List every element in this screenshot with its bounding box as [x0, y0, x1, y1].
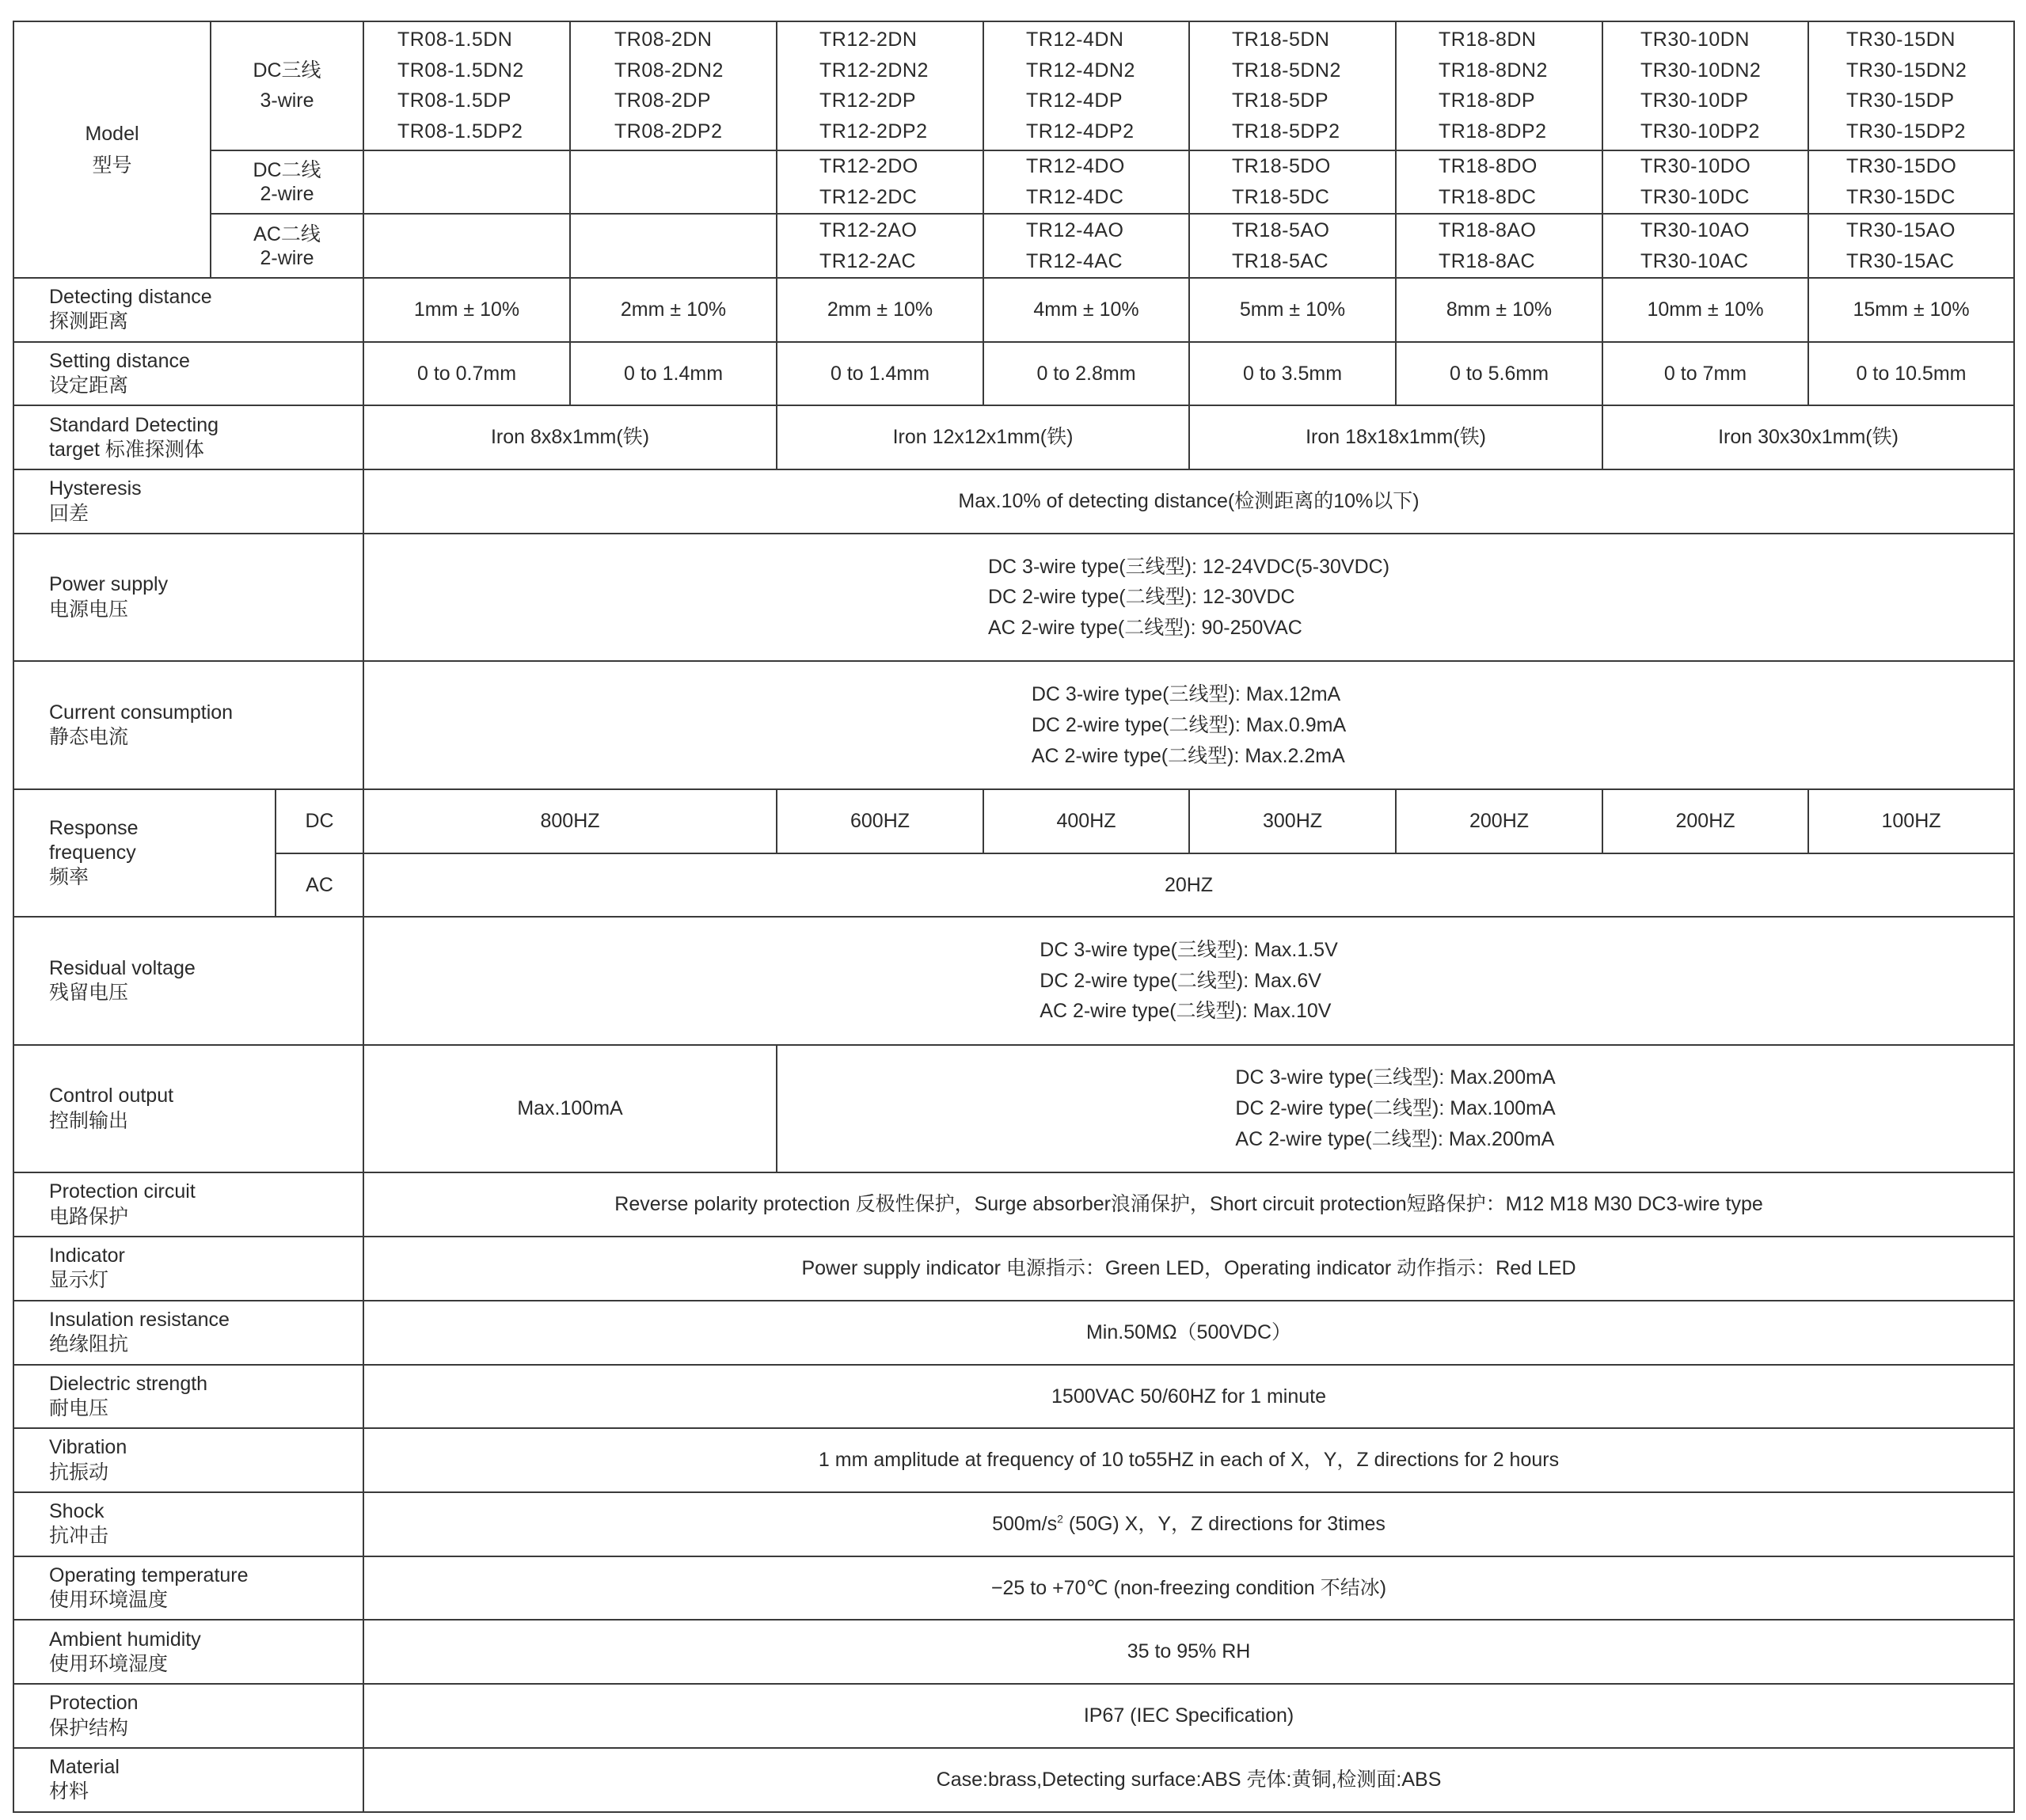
- control-output-label: [13, 1045, 363, 1172]
- model-code: TR12-4DP: [1026, 89, 1123, 112]
- protection-circuit-value: Reverse polarity protection 反极性保护，Surge absorber浪涌保护，Short circuit protection短路保护：M12 M18 M30 DC3-wire type: [363, 1172, 2014, 1237]
- model-code: TR12-4DP2: [1026, 120, 1135, 142]
- model-code: TR12-2DN2: [819, 59, 929, 82]
- dc2-model-cell: [1602, 150, 1808, 215]
- ac2-wire-label-cell: [211, 214, 363, 278]
- label-en: frequency: [49, 841, 136, 864]
- setting-distance-value: 0 to 7mm: [1602, 342, 1808, 406]
- model-code: TR30-10DN: [1640, 28, 1750, 51]
- detecting-distance-value: 2mm ± 10%: [570, 278, 777, 342]
- model-code: TR08-1.5DP2: [397, 120, 523, 142]
- spec-line: AC 2-wire type(二线型): 90-250VAC: [987, 617, 1302, 640]
- model-code: TR18-8DP: [1439, 89, 1536, 112]
- model-code: TR12-4DN: [1026, 28, 1124, 51]
- current-consumption-label: [13, 661, 363, 788]
- model-code: TR08-2DP: [614, 89, 712, 112]
- spec-line: AC 2-wire type(二线型): Max.2.2mA: [1031, 744, 1345, 767]
- response-frequency-dc-value: 600HZ: [777, 789, 983, 853]
- label-cn: 回差: [49, 502, 89, 525]
- response-frequency-label: [13, 789, 276, 917]
- ambient-humidity-value: 35 to 95% RH: [363, 1620, 2014, 1684]
- label-en: Material: [49, 1756, 120, 1779]
- model-code: TR30-15DO: [1846, 155, 1957, 178]
- model-code: TR12-2DP: [819, 89, 917, 112]
- spec-table: [13, 21, 2015, 1813]
- response-frequency-dc-label: DC: [276, 789, 363, 853]
- shock-value: [363, 1492, 2014, 1556]
- model-row-ac2-wire: [13, 214, 2014, 278]
- label-cn: 探测距离: [49, 310, 129, 333]
- material-row: [13, 1748, 2014, 1812]
- power-supply-label: [13, 534, 363, 661]
- ac2-model-cell: [1396, 214, 1602, 278]
- protection-circuit-label: [13, 1172, 363, 1237]
- control-output-first-value: Max.100mA: [363, 1045, 777, 1172]
- label-cn: 电源电压: [49, 598, 129, 621]
- model-code: TR18-8AC: [1439, 249, 1536, 272]
- label-en: Current consumption: [49, 701, 234, 724]
- dc3-model-cell: [1602, 21, 1808, 150]
- label-en: Operating temperature: [49, 1564, 249, 1586]
- model-code: TR30-10AC: [1640, 249, 1749, 272]
- label-en: Setting distance: [49, 349, 190, 372]
- detecting-distance-value: 4mm ± 10%: [983, 278, 1189, 342]
- dc3-wire-label-en: 3-wire: [260, 89, 314, 112]
- label-line2: target 标准探测体: [49, 438, 204, 461]
- dc2-wire-label-cn: DC二线: [253, 158, 321, 181]
- detecting-distance-label: [13, 278, 363, 342]
- standard-target-value: Iron 8x8x1mm(铁): [363, 405, 777, 469]
- detecting-distance-value: 1mm ± 10%: [363, 278, 570, 342]
- label-en: Power supply: [49, 573, 169, 596]
- dc3-wire-label-cn: DC三线: [253, 59, 321, 82]
- response-frequency-dc-row: [13, 789, 2014, 853]
- label-en: Protection circuit: [49, 1180, 196, 1203]
- material-label: [13, 1748, 363, 1812]
- label-cn: 抗冲击: [49, 1525, 109, 1548]
- ac2-model-cell: [1602, 214, 1808, 278]
- spec-line: DC 2-wire type(二线型): 12-30VDC: [987, 586, 1295, 609]
- model-label-cn: 型号: [92, 154, 132, 177]
- dc3-model-cell: [1396, 21, 1602, 150]
- protection-circuit-row: [13, 1172, 2014, 1237]
- empty-model-cell: [363, 150, 570, 215]
- shock-value-main: 500m/s: [992, 1512, 1058, 1535]
- model-code: TR18-5DP: [1232, 89, 1329, 112]
- label-cn: 残留电压: [49, 982, 129, 1005]
- model-code: TR08-1.5DN2: [397, 59, 524, 82]
- hysteresis-value: Max.10% of detecting distance(检测距离的10%以下): [363, 469, 2014, 534]
- model-code: TR18-8AO: [1439, 218, 1537, 241]
- setting-distance-value: 0 to 3.5mm: [1189, 342, 1396, 406]
- label-en: Indicator: [49, 1244, 125, 1267]
- dc2-model-cell: [983, 150, 1189, 215]
- setting-distance-label: [13, 342, 363, 406]
- spec-line: DC 2-wire type(二线型): Max.0.9mA: [1031, 713, 1347, 736]
- dc2-model-cell: [1808, 150, 2014, 215]
- label-en: Standard Detecting: [49, 413, 219, 436]
- label-en: Protection: [49, 1692, 139, 1715]
- operating-temperature-label: [13, 1556, 363, 1621]
- model-code: TR12-4AO: [1026, 218, 1124, 241]
- label-en: Detecting distance: [49, 286, 212, 309]
- protection-label: [13, 1684, 363, 1748]
- label-cn: 保护结构: [49, 1716, 129, 1739]
- model-code: TR30-15DC: [1846, 185, 1956, 208]
- insulation-row: [13, 1301, 2014, 1365]
- model-code: TR18-8DC: [1439, 185, 1537, 208]
- model-code: TR30-10DO: [1640, 155, 1751, 178]
- vibration-label: [13, 1428, 363, 1492]
- standard-target-value: Iron 30x30x1mm(铁): [1602, 405, 2014, 469]
- response-frequency-dc-value: 300HZ: [1189, 789, 1396, 853]
- label-cn: 显示灯: [49, 1269, 109, 1292]
- control-output-row: [13, 1045, 2014, 1172]
- model-code: TR12-2AO: [819, 218, 918, 241]
- power-supply-value: [363, 534, 2014, 661]
- hysteresis-label: [13, 469, 363, 534]
- model-code: TR08-1.5DP: [397, 89, 511, 112]
- dielectric-row: [13, 1365, 2014, 1429]
- label-en: Control output: [49, 1085, 174, 1108]
- insulation-label: [13, 1301, 363, 1365]
- indicator-row: [13, 1237, 2014, 1301]
- power-supply-row: [13, 534, 2014, 661]
- model-code: TR18-8DO: [1439, 155, 1538, 178]
- model-code: TR30-15AC: [1846, 249, 1955, 272]
- model-code: TR12-4DC: [1026, 185, 1124, 208]
- shock-label: [13, 1492, 363, 1556]
- setting-distance-value: 0 to 10.5mm: [1808, 342, 2014, 406]
- control-output-value: [777, 1045, 2014, 1172]
- model-code: TR12-4DO: [1026, 155, 1125, 178]
- dc2-model-cell: [1189, 150, 1396, 215]
- setting-distance-value: 0 to 0.7mm: [363, 342, 570, 406]
- model-code: TR18-5DN2: [1232, 59, 1341, 82]
- model-code: TR08-2DP2: [614, 120, 723, 142]
- residual-voltage-value: [363, 917, 2014, 1044]
- model-code: TR30-15AO: [1846, 218, 1956, 241]
- material-value: Case:brass,Detecting surface:ABS 壳体:黄铜,检测面:ABS: [363, 1748, 2014, 1812]
- indicator-value: Power supply indicator 电源指示：Green LED，Operating indicator 动作指示：Red LED: [363, 1237, 2014, 1301]
- indicator-label: [13, 1237, 363, 1301]
- ambient-humidity-label: [13, 1620, 363, 1684]
- current-consumption-row: [13, 661, 2014, 788]
- label-cn: 静态电流: [49, 726, 129, 749]
- model-code: TR12-2DP2: [819, 120, 928, 142]
- label-cn: 设定距离: [49, 374, 129, 397]
- dc2-model-cell: [1396, 150, 1602, 215]
- dielectric-label: [13, 1365, 363, 1429]
- label-cn: 抗振动: [49, 1461, 109, 1484]
- label-cn: 材料: [49, 1780, 89, 1803]
- model-code: TR30-10DN2: [1640, 59, 1762, 82]
- setting-distance-row: [13, 342, 2014, 406]
- model-row-dc2-wire: [13, 150, 2014, 215]
- standard-target-value: Iron 12x12x1mm(铁): [777, 405, 1189, 469]
- ac2-model-cell: [983, 214, 1189, 278]
- ac2-model-cell: [777, 214, 983, 278]
- detecting-distance-value: 8mm ± 10%: [1396, 278, 1602, 342]
- insulation-value: Min.50MΩ（500VDC）: [363, 1301, 2014, 1365]
- ac2-model-cell: [1189, 214, 1396, 278]
- detecting-distance-row: [13, 278, 2014, 342]
- ac2-model-cell: [1808, 214, 2014, 278]
- model-code: TR12-2DO: [819, 155, 918, 178]
- dc3-model-cell: [363, 21, 570, 150]
- dc3-model-cell: [983, 21, 1189, 150]
- model-code: TR30-10DC: [1640, 185, 1750, 208]
- standard-target-value: Iron 18x18x1mm(铁): [1189, 405, 1602, 469]
- detecting-distance-value: 10mm ± 10%: [1602, 278, 1808, 342]
- spec-line: DC 3-wire type(三线型): Max.200mA: [1235, 1066, 1556, 1089]
- detecting-distance-value: 2mm ± 10%: [777, 278, 983, 342]
- empty-model-cell: [570, 150, 777, 215]
- standard-target-row: [13, 405, 2014, 469]
- label-en: Hysteresis: [49, 477, 142, 500]
- dielectric-value: 1500VAC 50/60HZ for 1 minute: [363, 1365, 2014, 1429]
- dc3-model-cell: [1189, 21, 1396, 150]
- model-code: TR12-2DC: [819, 185, 918, 208]
- protection-row: [13, 1684, 2014, 1748]
- response-frequency-ac-value: 20HZ: [363, 853, 2014, 918]
- label-en: Ambient humidity: [49, 1628, 201, 1651]
- setting-distance-value: 0 to 1.4mm: [777, 342, 983, 406]
- operating-temperature-value: −25 to +70℃ (non-freezing condition 不结冰): [363, 1556, 2014, 1621]
- standard-target-label: [13, 405, 363, 469]
- response-frequency-dc-value: 200HZ: [1602, 789, 1808, 853]
- spec-line: AC 2-wire type(二线型): Max.10V: [1040, 1000, 1332, 1023]
- spec-line: AC 2-wire type(二线型): Max.200mA: [1235, 1127, 1555, 1150]
- dc2-wire-label-cell: [211, 150, 363, 215]
- model-code: TR18-5DP2: [1232, 120, 1340, 142]
- model-label-cell: [13, 21, 211, 278]
- current-consumption-value: [363, 661, 2014, 788]
- model-code: TR12-4DN2: [1026, 59, 1135, 82]
- model-code: TR18-8DN: [1439, 28, 1537, 51]
- label-en: Response: [49, 816, 139, 839]
- spec-line: DC 3-wire type(三线型): Max.1.5V: [1040, 938, 1338, 961]
- model-code: TR30-10DP: [1640, 89, 1749, 112]
- vibration-value: 1 mm amplitude at frequency of 10 to55HZ in each of X，Y，Z directions for 2 hours: [363, 1428, 2014, 1492]
- dc2-wire-label-en: 2-wire: [260, 182, 314, 205]
- model-code: TR18-5DN: [1232, 28, 1330, 51]
- label-cn: 绝缘阻抗: [49, 1333, 129, 1356]
- empty-model-cell: [363, 214, 570, 278]
- label-cn: 使用环境温度: [49, 1589, 169, 1612]
- model-code: TR30-15DN2: [1846, 59, 1967, 82]
- model-code: TR30-10AO: [1640, 218, 1750, 241]
- model-code: TR18-8DP2: [1439, 120, 1547, 142]
- spec-line: DC 3-wire type(三线型): Max.12mA: [1031, 683, 1341, 705]
- label-cn: 控制输出: [49, 1109, 129, 1132]
- label-en: Insulation resistance: [49, 1308, 230, 1331]
- dc3-model-cell: [1808, 21, 2014, 150]
- setting-distance-value: 0 to 5.6mm: [1396, 342, 1602, 406]
- model-code: TR12-2AC: [819, 249, 917, 272]
- label-cn: 频率: [49, 866, 89, 889]
- model-code: TR08-2DN: [614, 28, 713, 51]
- response-frequency-dc-value: 800HZ: [363, 789, 777, 853]
- dc3-wire-label-cell: [211, 21, 363, 150]
- model-code: TR12-4AC: [1026, 249, 1123, 272]
- label-en: Residual voltage: [49, 956, 196, 979]
- response-frequency-ac-row: [13, 853, 2014, 918]
- model-code: TR18-5AO: [1232, 218, 1330, 241]
- response-frequency-dc-value: 400HZ: [983, 789, 1189, 853]
- response-frequency-dc-value: 200HZ: [1396, 789, 1602, 853]
- dc3-model-cell: [777, 21, 983, 150]
- label-cn: 电路保护: [49, 1205, 129, 1228]
- model-code: TR30-15DP2: [1846, 120, 1966, 142]
- detecting-distance-value: 15mm ± 10%: [1808, 278, 2014, 342]
- shock-value-superscript: 2: [1057, 1512, 1063, 1526]
- dc3-model-cell: [570, 21, 777, 150]
- model-code: TR12-2DN: [819, 28, 918, 51]
- spec-line: DC 2-wire type(二线型): Max.100mA: [1235, 1097, 1556, 1120]
- model-code: TR18-5DC: [1232, 185, 1330, 208]
- empty-model-cell: [570, 214, 777, 278]
- hysteresis-row: [13, 469, 2014, 534]
- detecting-distance-value: 5mm ± 10%: [1189, 278, 1396, 342]
- response-frequency-ac-label: AC: [276, 853, 363, 918]
- spec-line: DC 3-wire type(三线型): 12-24VDC(5-30VDC): [987, 555, 1390, 578]
- model-code: TR18-5AC: [1232, 249, 1329, 272]
- setting-distance-value: 0 to 2.8mm: [983, 342, 1189, 406]
- label-cn: 使用环境湿度: [49, 1652, 169, 1675]
- shock-row: [13, 1492, 2014, 1556]
- label-cn: 耐电压: [49, 1396, 109, 1419]
- ac2-wire-label-en: 2-wire: [260, 246, 314, 269]
- model-code: TR08-2DN2: [614, 59, 724, 82]
- operating-temperature-row: [13, 1556, 2014, 1621]
- model-code: TR30-15DP: [1846, 89, 1955, 112]
- dc2-model-cell: [777, 150, 983, 215]
- vibration-row: [13, 1428, 2014, 1492]
- label-en: Shock: [49, 1500, 105, 1523]
- ac2-wire-label-cn: AC二线: [253, 222, 321, 245]
- protection-value: IP67 (IEC Specification): [363, 1684, 2014, 1748]
- model-label-en: Model: [85, 122, 139, 145]
- label-en: Vibration: [49, 1436, 127, 1459]
- shock-value-rest: (50G) X，Y，Z directions for 3times: [1062, 1512, 1386, 1535]
- model-code: TR30-10DP2: [1640, 120, 1760, 142]
- label-en: Dielectric strength: [49, 1372, 208, 1395]
- residual-voltage-label: [13, 917, 363, 1044]
- model-code: TR18-8DN2: [1439, 59, 1548, 82]
- response-frequency-dc-value: 100HZ: [1808, 789, 2014, 853]
- model-code: TR30-15DN: [1846, 28, 1956, 51]
- setting-distance-value: 0 to 1.4mm: [570, 342, 777, 406]
- spec-line: DC 2-wire type(二线型): Max.6V: [1040, 969, 1321, 992]
- ambient-humidity-row: [13, 1620, 2014, 1684]
- model-row-dc3-wire: [13, 21, 2014, 150]
- residual-voltage-row: [13, 917, 2014, 1044]
- model-code: TR18-5DO: [1232, 155, 1331, 178]
- model-code: TR08-1.5DN: [397, 28, 513, 51]
